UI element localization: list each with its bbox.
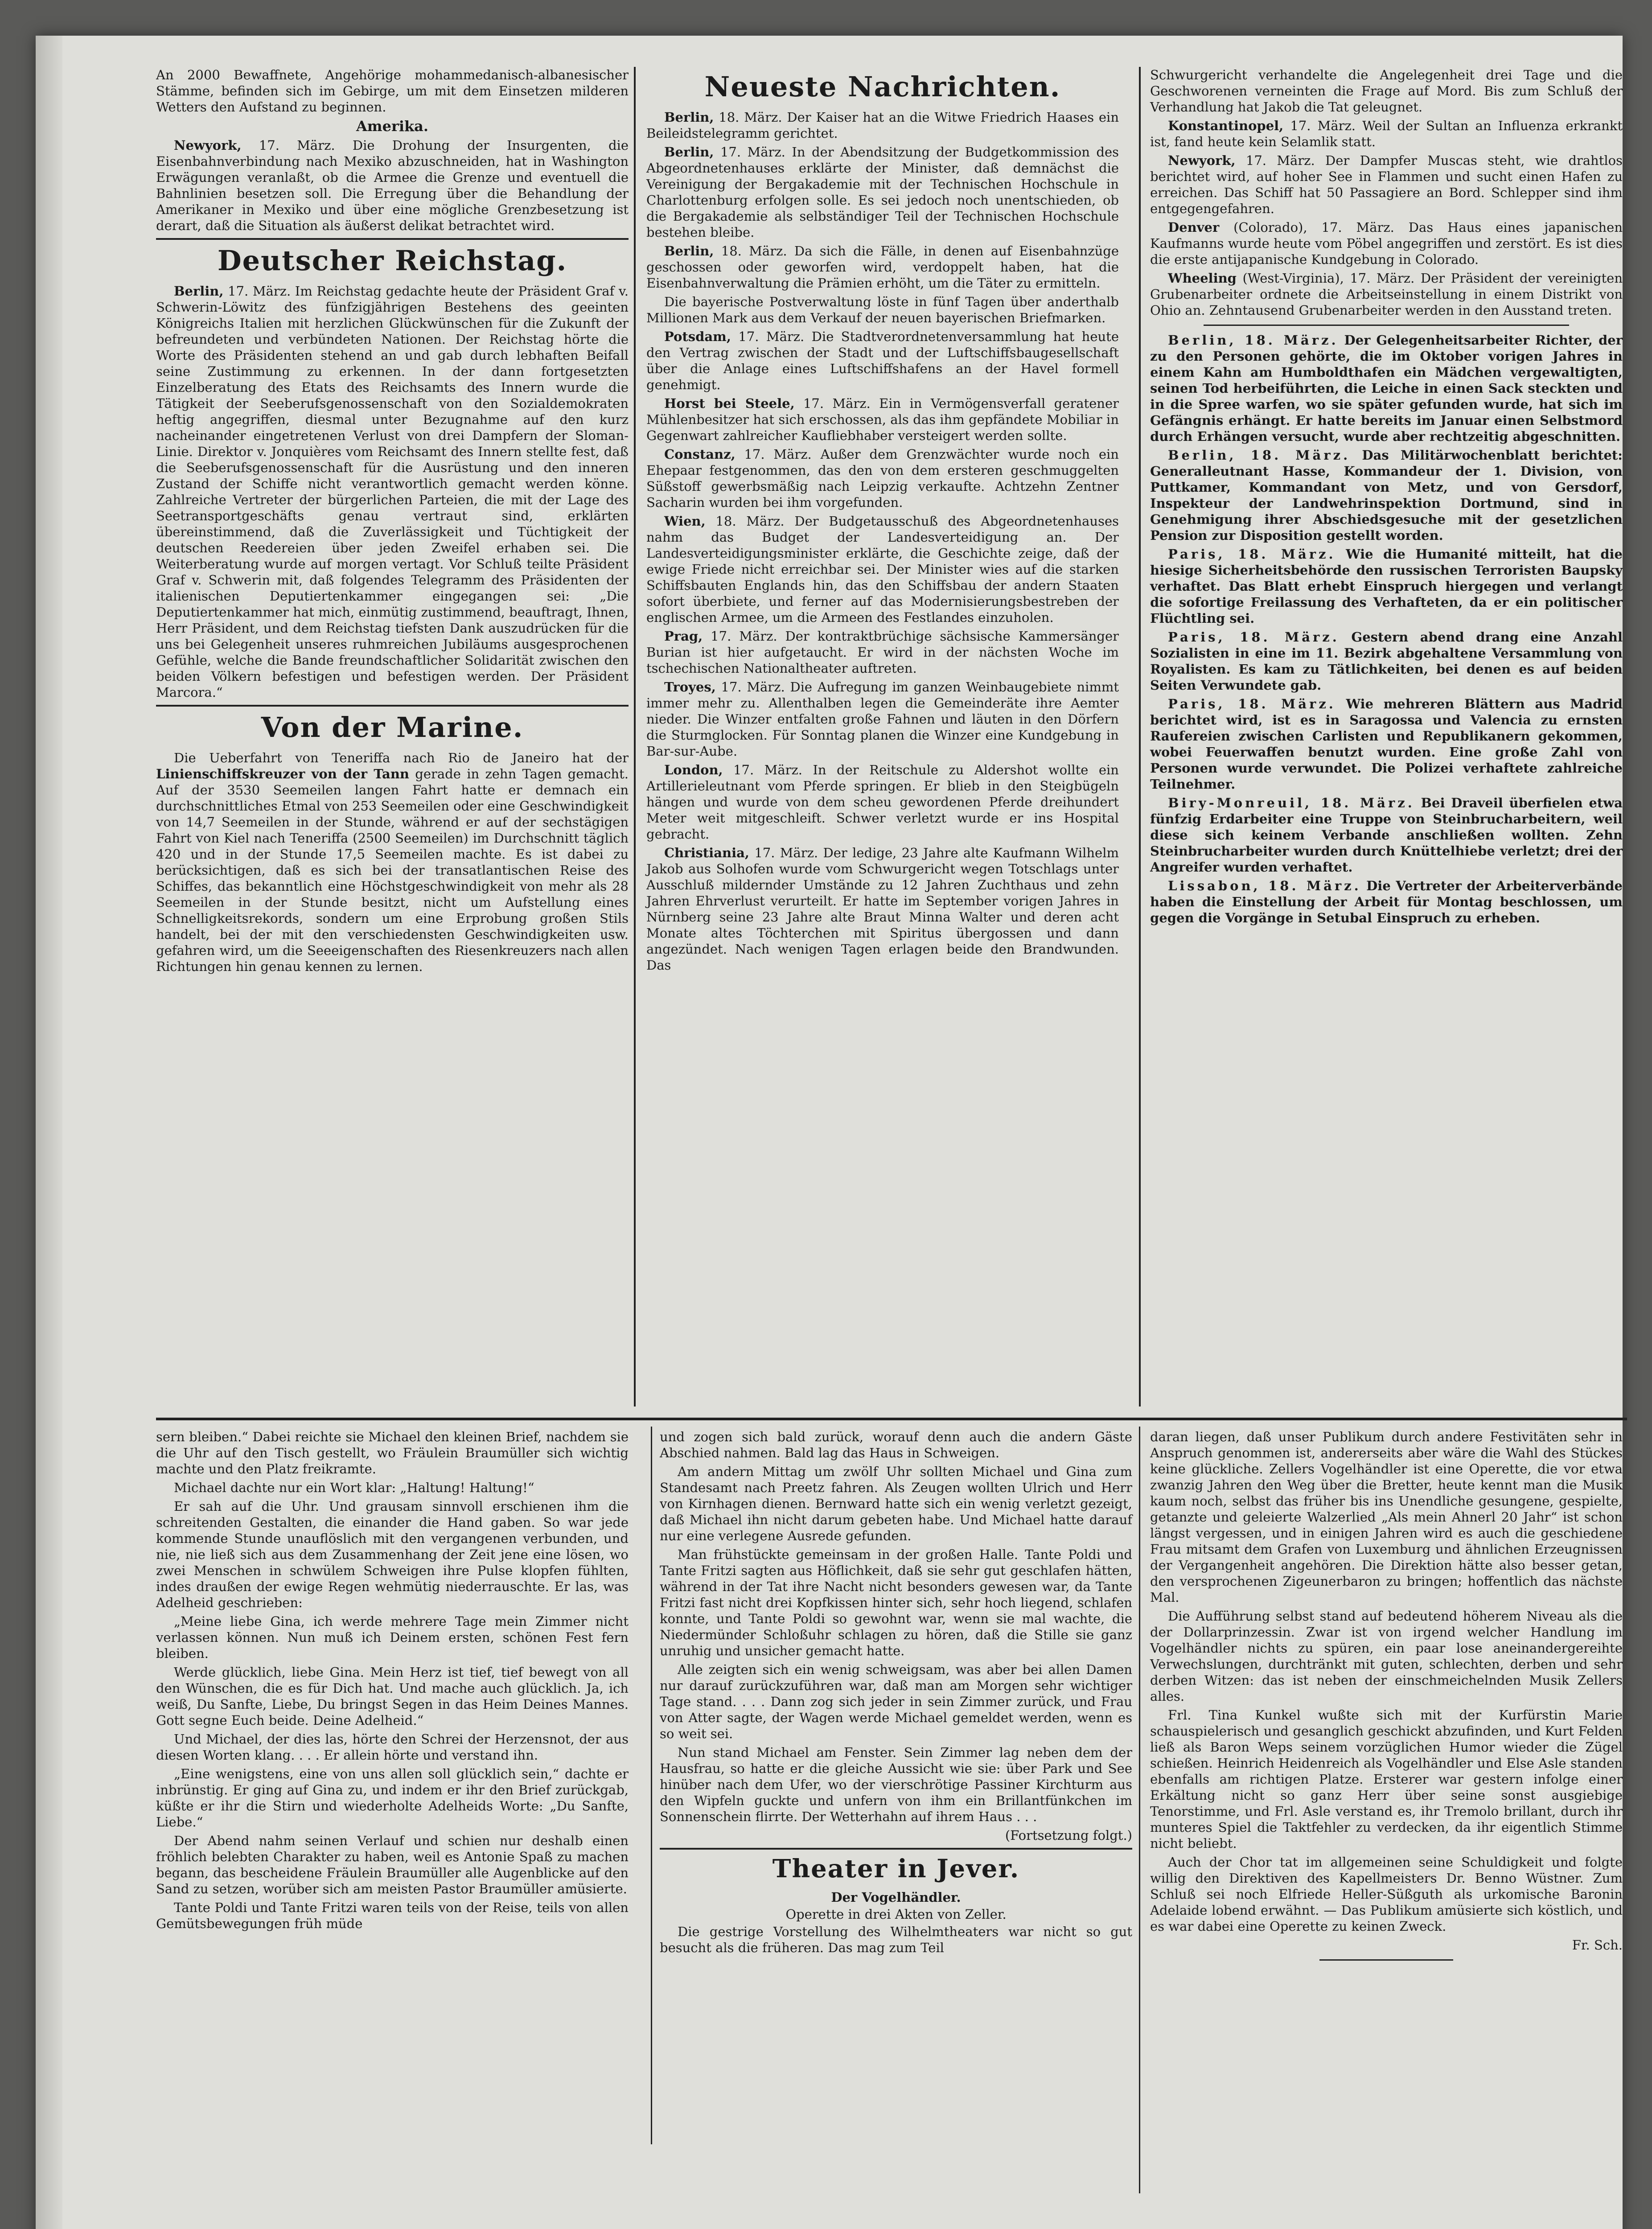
news-item	[646, 446, 1119, 510]
news-item	[1150, 795, 1623, 875]
dateline: Newyork,	[174, 138, 242, 153]
paragraph: Und Michael, der dies las, hörte den Schrei der Herzensnot, der aus diesen Worten klang. . . . Er allein hörte und verstand ihn.	[156, 1731, 629, 1763]
news-item	[646, 294, 1119, 326]
top-column-3	[1150, 67, 1623, 929]
serial-text	[156, 1429, 629, 1932]
dateline: Potsdam,	[664, 329, 731, 344]
news-item	[1150, 878, 1623, 926]
dateline: Christiania,	[664, 845, 749, 860]
news-body: Der Gelegenheitsarbeiter Richter, der zu den Personen gehörte, die im Oktober vorigen Jahres in einem Kahn am Humboldthafen ein Mädchen vergewaltigten, seinen Tod herbeiführten, die Leiche in einen Sack steckten und in die Spree warfen, wo sie später gefunden wurde, hat sich im Gefängnis erhängt. Er hatte bereits im Januar einen Selbstmord durch Erhängen versucht, wurde aber rechtzeitig abgeschnitten.	[1150, 333, 1623, 444]
news-body: 17. März. Der Dampfer Muscas steht, wie drahtlos berichtet wird, auf hoher See in Flammen und sucht einen Hafen zu erreichen. Das Schiff hat 50 Passagiere an Bord. Schlepper sind ihm entgegengefahren.	[1150, 153, 1623, 216]
dateline: Paris, 18. März.	[1168, 696, 1336, 711]
news-item	[1150, 270, 1623, 318]
news-body: 17. März. In der Reitschule zu Aldershot wollte ein Artillerieleutnant vom Pferde springen. Er blieb in den Steigbügeln hängen und wurde von dem scheu gewordenen Pferde dreihundert Meter weit mitgeschleift. Schwer verletzt wurde er ins Hospital gebracht.	[646, 762, 1119, 842]
serial-column-1	[156, 1429, 629, 1934]
news-item	[646, 679, 1119, 759]
paragraph: Auch der Chor tat im allgemeinen seine Schuldigkeit und folgte willig den Direktiven des Kapellmeisters Dr. Benno Wüstner. Zum Schluß sei noch Elfriede Heller-Süßguth als urkomische Baronin Adelaide lobend erwähnt. — Das Publikum amüsierte sich köstlich, und es war dabei eine Operette zu keinen Zweck.	[1150, 1855, 1623, 1934]
dateline: Newyork,	[1168, 153, 1236, 168]
column-rule	[1139, 67, 1141, 1406]
section-heading: Amerika.	[356, 118, 429, 135]
paragraph: Nun stand Michael am Fenster. Sein Zimmer lag neben dem der Hausfrau, so hatte er die gleiche Aussicht wie sie: über Park und See hinüber nach dem Ufer, wo der vierschrötige Passiner Kirchturm aus den Wipfeln guckte und unfern von ihm ein Brillantfünkchen im Sonnenschein flirrte. Der Wetterhahn auf ihrem Haus . . .	[660, 1745, 1132, 1824]
news-item	[1150, 629, 1623, 693]
article-body: 17. März. Im Reichstag gedachte heute der Präsident Graf v. Schwerin-Löwitz des fünfzigjährigen Bestehens des geeinten Königreichs Italien mit herzlichen Glückwünschen für die Zukunft der befreundeten und verbündeten Nationen. Der Reichstag hörte die Worte des Präsidenten stehend an und gab durch lebhaften Beifall seine Zustimmung zu erkennen. In der dann fortgesetzten Einzelberatung des Etats des Reichsamts des Innern wurde die Tätigkeit der Seeberufsgenossenschaft von den Sozialdemokraten heftig angegriffen, diesmal unter Bezugnahme auf den kurz nacheinander eingetretenen Verlust von drei Dampfern der Sloman-Linie. Direktor v. Jonquières vom Reichsamt des Innern stellte fest, daß die Seeberufsgenossenschaft für die Ausrüstung und den inneren Zustand der Schiffe nicht verantwortlich gemacht werden könne. Zahlreiche Vertreter der bürgerlichen Parteien, die mit der Lage des Seetransportgeschäfts genau vertraut sind, erklärten übereinstimmend, daß die Zuverlässigkeit und Tüchtigkeit der deutschen Reedereien über jeden Zweifel erhaben sei. Die Weiterberatung wurde auf morgen vertagt. Vor Schluß teilte Präsident Graf v. Schwerin mit, daß folgendes Telegramm des Präsidenten der italienischen Deputiertenkammer eingegangen sei: „Die Deputiertenkammer hat mich, einmütig zustimmend, beauftragt, Ihnen, Herr Präsident, und dem Reichstag tiefsten Dank auszudrücken für die uns bei Gelegenheit unseres ruhmreichen Jubiläums ausgesprochenen Gefühle, welche die Bande freundschaftlicher Solidarität zwischen den beiden Völkern befestigen und befestigen werden. Der Präsident Marcora.“	[156, 284, 629, 700]
news-item	[1150, 696, 1623, 792]
paragraph: Werde glücklich, liebe Gina. Mein Herz ist tief, tief bewegt von all den Wünschen, die es für Dich hat. Und mache auch glücklich. Ja, ich weiß, Du Sanfte, Liebe, Du bringst Segen in das Heim Deines Mannes. Gott segne Euch beide. Deine Adelheid.“	[156, 1665, 629, 1728]
review-column	[1150, 1429, 1623, 1961]
dateline: Wheeling	[1168, 271, 1237, 286]
theater-headline: Theater in Jever.	[772, 1854, 1020, 1884]
article-headline: Von der Marine.	[261, 711, 524, 744]
news-body: 17. März. Der kontraktbrüchige sächsische Kammersänger Burian ist hier aufgetaucht. Er wird in der nächsten Woche im tschechischen Nationaltheater auftreten.	[646, 629, 1119, 676]
end-rule	[1319, 1959, 1453, 1961]
news-body: Wie mehreren Blättern aus Madrid berichtet wird, ist es in Saragossa und Valencia zu ernsten Raufereien zwischen Carlisten und Republikanern gekommen, wobei Feuerwaffen benutzt wurden. Eine große Zahl von Personen wurde verwundet. Die Polizei verhaftete zahlreiche Teilnehmer.	[1150, 696, 1623, 792]
dateline: Biry-Monreuil, 18. März.	[1168, 795, 1415, 810]
news-body: 17. März. Der ledige, 23 Jahre alte Kaufmann Wilhelm Jakob aus Solhofen wurde vom Schwurgericht wegen Totschlags unter Ausschluß mildernder Umstände zu 12 Jahren Zuchthaus und zehn Jahren Ehrverlust verurteilt. Er hatte im September vorigen Jahres in Nürnberg seine 23 Jahre alte Braut Minna Walter und deren acht Monate altes Töchterchen mit Spiritus übergossen und dann angezündet. Nach wenigen Tagen erlagen beide den Brandwunden. Das	[646, 845, 1119, 973]
top-column-1	[156, 67, 629, 977]
dateline: Berlin,	[174, 284, 224, 299]
news-body: 18. März. Da sich die Fälle, in denen auf Eisenbahnzüge geschossen oder geworfen wird, verdoppelt haben, hat die Eisenbahnverwaltung die Prämien erhöht, um die Täter zu ermitteln.	[646, 243, 1119, 291]
news-item	[646, 109, 1119, 141]
news-item	[1150, 332, 1623, 444]
dateline: Berlin, 18. März.	[1168, 333, 1339, 348]
article-text	[156, 137, 629, 234]
dateline: Paris, 18. März.	[1168, 629, 1340, 645]
news-item	[646, 762, 1119, 842]
paragraph: Am andern Mittag um zwölf Uhr sollten Michael und Gina zum Standesamt nach Preetz fahren. Als Zeugen wollten Ulrich und Herr von Kirnhagen dienen. Bernward hatte sich ein wenig verletzt gezeigt, daß Michael ihn nicht darum gebeten habe. Und Michael hatte darauf nur eine verlegene Ausrede gefunden.	[660, 1464, 1132, 1543]
article-body: gerade in zehn Tagen gemacht. Auf der 3530 Seemeilen langen Fahrt hatte er demnach ein durchschnittliches Etmal von 253 Seemeilen oder eine Geschwindigkeit von 14,7 Seemeilen in der Stunde, während er auf der sechstägigen Fahrt von Kiel nach Teneriffa (2500 Seemeilen) im Durchschnitt täglich 420 und in der Stunde 17,5 Seemeilen machte. Es ist dabei zu berücksichtigen, daß es sich bei der transatlantischen Reise des Schiffes, das bekanntlich eine Höchstgeschwindigkeit von mehr als 28 Seemeilen in der Stunde besitzt, nicht um Aufstellung eines Schnelligkeitsrekords, sondern um eine Erprobung großen Stils handelt, bei der mit den verschiedensten Geschwindigkeiten usw. gefahren wird, um die Seeeigenschaften des Riesenkreuzers nach allen Richtungen hin genau kennen zu lernen.	[156, 766, 629, 974]
paragraph: Er sah auf die Uhr. Und grausam sinnvoll erschienen ihm die schreitenden Gestalten, die einander die Hand gaben. So war jede kommende Stunde unauflöslich mit den vergangenen verbunden, und nie, nie ließ sich aus dem Zusammenhang der Zeit jene eine lösen, wo zwei Menschen in schwülem Schweigen ihre Pulse klopfen fühlten, indes draußen der ewige Regen wehmütig niederrauschte. Er las, was Adelheid geschrieben:	[156, 1499, 629, 1610]
divider	[660, 1848, 1132, 1850]
serial-column-2	[660, 1429, 1132, 1958]
paragraph: daran liegen, daß unser Publikum durch andere Festivitäten sehr in Anspruch genommen ist, andererseits aber wäre die Wahl des Stückes keine glückliche. Zellers Vogelhändler ist eine Operette, die vor etwa zwanzig Jahren den Weg über die Bretter, heute kennt man die Musik kaum noch, selbst das früher bis ins Unendliche gesungene, gespielte, getanzte und geleierte Walzerlied „Als mein Ahnerl 20 Jahr“ ist schon längst vergessen, und in einigen Jahren wird es auch die geschiedene Frau mitsamt dem Grafen von Luxemburg und ähnlichen Erzeugnissen der Vergangenheit angehören. Die Direktion hätte also besser getan, den versprochenen Zigeunerbaron zu bringen; hoffentlich das nächste Mal.	[1150, 1429, 1623, 1605]
article-headline: Neueste Nachrichten.	[704, 70, 1061, 103]
news-body: 18. März. Der Kaiser hat an die Witwe Friedrich Haases ein Beileidstelegramm gerichtet.	[646, 110, 1119, 141]
section-separator	[156, 1418, 1627, 1420]
news-body: 17. März. In der Abendsitzung der Budgetkommission des Abgeordnetenhauses erklärte der Minister, daß demnächst die Vereinigung der Bergakademie mit der Technischen Hochschule in Charlottenburg erfolgen solle. Es sei jedoch noch unentschieden, ob die Bergakademie als selbständiger Teil der Technischen Hochschule bestehen bleibe.	[646, 144, 1119, 240]
dateline: Berlin,	[664, 110, 714, 125]
dateline: Denver	[1168, 220, 1220, 235]
paragraph: Der Abend nahm seinen Verlauf und schien nur deshalb einen fröhlich belebten Charakter zu haben, weil es Antonie Spaß zu machen begann, das bescheidene Fräulein Braumüller alle Augenblicke auf den Sand zu setzen, worüber sich am meisten Pastor Braumüller amüsierte.	[156, 1833, 629, 1896]
top-column-2	[646, 67, 1119, 976]
news-body: 17. März. Außer dem Grenzwächter wurde noch ein Ehepaar festgenommen, das den von dem ersteren geschmuggelten Süßstoff gewerbsmäßig nach Leipzig verkaufte. Achtzehn Zentner Sacharin wurden bei ihm vorgefunden.	[646, 447, 1119, 510]
news-body: (West-Virginia), 17. März. Der Präsident der vereinigten Grubenarbeiter ordnete die Arbeitseinstellung in einem Distrikt von Ohio an. Zehntausend Grubenarbeiter werden in den Ausstand treten.	[1150, 271, 1623, 318]
dateline: Lissabon, 18. März.	[1168, 878, 1361, 893]
news-item	[1150, 152, 1623, 217]
news-item	[646, 243, 1119, 291]
news-body: Das Militärwochenblatt berichtet: Generalleutnant Hasse, Kommandeur der 1. Division, von Puttkamer, Kommandant von Metz, und von Gersdorf, Inspekteur der Landwehrinspektion Dortmund, sind in Genehmigung ihrer Abschiedsgesuche mit der gesetzlichen Pension zur Disposition gestellt worden.	[1150, 448, 1623, 543]
column-rule	[634, 67, 636, 1406]
dateline: Konstantinopel,	[1168, 118, 1284, 133]
paragraph: Frl. Tina Kunkel wußte sich mit der Kurfürstin Marie schauspielerisch und gesanglich geschickt abzufinden, und Kurt Felden ließ als Baron Weps seinem vorzüglichen Humor wieder die Zügel schießen. Heinrich Heidenreich als Vogelhändler und Else Asle standen ebenfalls am richtigen Platze. Ersterer war gestern infolge einer Erkältung nicht so ganz Herr über seine sonst ausgiebige Tenorstimme, und Frl. Asle verstand es, ihr Tremolo brillant, durch ihr munteres Spiel die Taktfehler zu verdecken, da ihr eigentlich Stimme nicht beliebt.	[1150, 1707, 1623, 1851]
news-body: 17. März. Ein in Vermögensverfall geratener Mühlenbesitzer hat sich erschossen, als das ihm gepfändete Mobiliar in Gegenwart zahlreicher Kaufliebhaber versteigert werden sollte.	[646, 396, 1119, 443]
binding-edge	[36, 36, 62, 2229]
ship-name: Linienschiffskreuzer von der Tann	[156, 766, 409, 781]
article-body: 17. März. Die Drohung der Insurgenten, die Eisenbahnverbindung nach Mexiko abzuschneiden, hat in Washington Erwägungen veranlaßt, ob die Armee die Grenze und eventuell die Bahnlinien besetzen soll. Die Erregung über die Behandlung der Amerikaner in Mexiko und über eine mögliche Grenzbesetzung ist derart, daß die Situation als äußerst delikat betrachtet wird.	[156, 138, 629, 233]
paragraph: „Meine liebe Gina, ich werde mehrere Tage mein Zimmer nicht verlassen können. Nun muß ich Deinem ersten, schönen Fest fern bleiben.	[156, 1614, 629, 1661]
news-body: 17. März. Die Stadtverordnetenversammlung hat heute den Vertrag zwischen der Stadt und der Luftschiffsbaugesellschaft über die Anlage eines Luftschiffshafens an der Havel formell genehmigt.	[646, 329, 1119, 392]
dateline: London,	[664, 762, 723, 777]
paragraph: Michael dachte nur ein Wort klar: „Haltung! Haltung!“	[174, 1480, 534, 1495]
dateline: Berlin,	[664, 144, 714, 160]
news-item	[646, 628, 1119, 676]
paragraph: „Eine wenigstens, eine von uns allen soll glücklich sein,“ dachte er inbrünstig. Er ging auf Gina zu, und indem er ihr den Brief zurückgab, küßte er ihr die Stirn und wiederholte Adelheids Worte: „Du Sanfte, Liebe.“	[156, 1766, 629, 1830]
author-signature: Fr. Sch.	[1572, 1937, 1623, 1953]
news-item	[1150, 118, 1623, 150]
news-list	[646, 109, 1119, 973]
review-text: Die gestrige Vorstellung des Wilhelmtheaters war nicht so gut besucht als die früheren. Das mag zum Teil	[660, 1924, 1132, 1955]
article-text	[156, 283, 629, 700]
review-text	[1150, 1429, 1623, 1934]
play-subtitle: Operette in drei Akten von Zeller.	[785, 1907, 1007, 1922]
news-body: Die bayerische Postverwaltung löste in fünf Tagen über anderthalb Millionen Mark aus dem Verkauf der neuen bayerischen Briefmarken.	[646, 294, 1119, 325]
column-rule	[651, 1427, 652, 2144]
serial-text	[660, 1429, 1132, 1825]
news-item	[646, 395, 1119, 444]
paragraph: Die Aufführung selbst stand auf bedeutend höherem Niveau als die der Dollarprinzessin. Zwar ist von irgend welcher Handlung im Vogelhändler nichts zu spüren, ein paar lose aneinandergereihte Verwechslungen, durchtränkt mit guten, schlechten, derben und sehr derben Witzen: das ist neben der einschmeichelnden Musik Zellers alles.	[1150, 1608, 1623, 1704]
paragraph: und zogen sich bald zurück, worauf denn auch die andern Gäste Abschied nahmen. Bald lag das Haus in Schweigen.	[660, 1429, 1132, 1460]
divider	[156, 238, 629, 240]
news-list	[1150, 118, 1623, 318]
article-text: An 2000 Bewaffnete, Angehörige mohammedanisch-albanesischer Stämme, befinden sich im Gebirge, um mit dem Einsetzen milderen Wetters den Aufstand zu beginnen.	[156, 67, 629, 115]
dateline: Constanz,	[664, 447, 736, 462]
news-item	[1150, 447, 1623, 543]
telegram-list	[1150, 332, 1623, 926]
news-body: (Colorado), 17. März. Das Haus eines japanischen Kaufmanns wurde heute vom Pöbel angegriffen und zerstört. Es ist dies die erste antijapanische Kundgebung in Colorado.	[1150, 220, 1623, 267]
dateline: Horst bei Steele,	[664, 396, 795, 411]
paragraph: Man frühstückte gemeinsam in der großen Halle. Tante Poldi und Tante Fritzi sagten aus Höflichkeit, daß sie sehr gut geschlafen hätten, während in der Tat ihre Nacht nicht besonders gewesen war, da Tante Fritzi fast nicht drei Kopfkissen hinter sich, sehr hoch liegend, schlafen konnte, und Tante Poldi so gewohnt war, wenn sie mal wachte, die Niedermünder Schloßuhr schlagen zu hören, daß die Stille sie ganz unruhig und unsicher gemacht hatte.	[660, 1547, 1132, 1658]
continued-note: (Fortsetzung folgt.)	[1005, 1828, 1132, 1843]
news-item	[646, 144, 1119, 240]
dateline: Prag,	[664, 629, 703, 644]
dateline: Berlin,	[664, 243, 714, 259]
news-body: Gestern abend drang eine Anzahl Sozialisten in eine im 11. Bezirk abgehaltene Versammlung von Royalisten. Es kam zu Tätlichkeiten, bei denen es auf beiden Seiten Verwundete gab.	[1150, 629, 1623, 693]
dateline: Wien,	[664, 514, 706, 529]
play-title: Der Vogelhändler.	[831, 1890, 961, 1905]
divider	[156, 705, 629, 707]
dateline: Berlin, 18. März.	[1168, 448, 1351, 463]
news-body: Bei Draveil überfielen etwa fünfzig Erdarbeiter eine Truppe von Steinbrucharbeitern, weil diese sich keinem Verbande anschließen wollten. Zehn Steinbrucharbeiter wurden durch Knüttelhiebe verletzt; drei der Angreifer wurden verhaftet.	[1150, 795, 1623, 875]
column-rule	[1139, 1427, 1140, 2193]
news-item	[646, 513, 1119, 625]
news-body: Wie die Humanité mitteilt, hat die hiesige Sicherheitsbehörde den russischen Terroristen Baupsky verhaftet. Das Blatt erhebt Einspruch hiergegen und verlangt die sofortige Freilassung des Verhafteten, da er ein politischer Flüchtling sei.	[1150, 547, 1623, 626]
dateline: Paris, 18. März.	[1168, 547, 1336, 562]
article-text	[156, 750, 629, 975]
dateline: Troyes,	[664, 679, 716, 695]
news-body: 18. März. Der Budgetausschuß des Abgeordnetenhauses nahm das Budget der Landesverteidigung an. Der Landesverteidigungsminister erklärte, die Geschichte zeige, daß der ewige Friede nicht erreichbar sei. Der Minister wies auf die starken Schiffsbauten Englands hin, das den Schiffsbau der andern Staaten sofort überbiete, und ferner auf das Modernisierungsbestreben der englischen Armee, um die Armeen des Festlandes einzuholen.	[646, 514, 1119, 625]
paragraph: Tante Poldi und Tante Fritzi waren teils von der Reise, teils von allen Gemütsbewegungen früh müde	[156, 1900, 629, 1931]
news-item	[646, 845, 1119, 973]
news-item	[1150, 546, 1623, 626]
divider	[1204, 325, 1569, 326]
news-body: 17. März. Die Aufregung im ganzen Weinbaugebiete nimmt immer mehr zu. Allenthalben legen die Gemeinderäte ihre Aemter nieder. Die Winzer entfalten große Fahnen und läuten in den Dörfern die Sturmglocken. Für Sonntag planen die Winzer eine Kundgebung in Bar-sur-Aube.	[646, 679, 1119, 759]
news-item	[1150, 219, 1623, 267]
paragraph: sern bleiben.“ Dabei reichte sie Michael den kleinen Brief, nachdem sie die Uhr auf den Tisch gestellt, wo Fräulein Braumüller sich wichtig machte und den Platz freikramte.	[156, 1429, 629, 1476]
news-body: 17. März. Weil der Sultan an Influenza erkrankt ist, fand heute kein Selamlik statt.	[1150, 118, 1623, 149]
news-item	[646, 329, 1119, 393]
news-body: Die Vertreter der Arbeiterverbände haben die Einstellung der Arbeit für Montag beschlossen, um gegen die Vorgänge in Setubal Einspruch zu erheben.	[1150, 878, 1623, 925]
article-body: Die Ueberfahrt von Teneriffa nach Rio de Janeiro hat der	[174, 750, 629, 765]
article-text: Schwurgericht verhandelte die Angelegenheit drei Tage und die Geschworenen verneinten die Frage auf Mord. Bis zum Schluß der Verhandlung hat Jakob die Tat geleugnet.	[1150, 67, 1623, 115]
article-headline: Deutscher Reichstag.	[217, 244, 567, 277]
paragraph: Alle zeigten sich ein wenig schweigsam, was aber bei allen Damen nur darauf zurückzuführen war, daß man am Morgen sehr wichtiger Tage stand. . . . Dann zog sich jeder in sein Zimmer zurück, und Frau von Atter sagte, der Wagen werde Michael gemeldet werden, wenn es so weit sei.	[660, 1662, 1132, 1741]
